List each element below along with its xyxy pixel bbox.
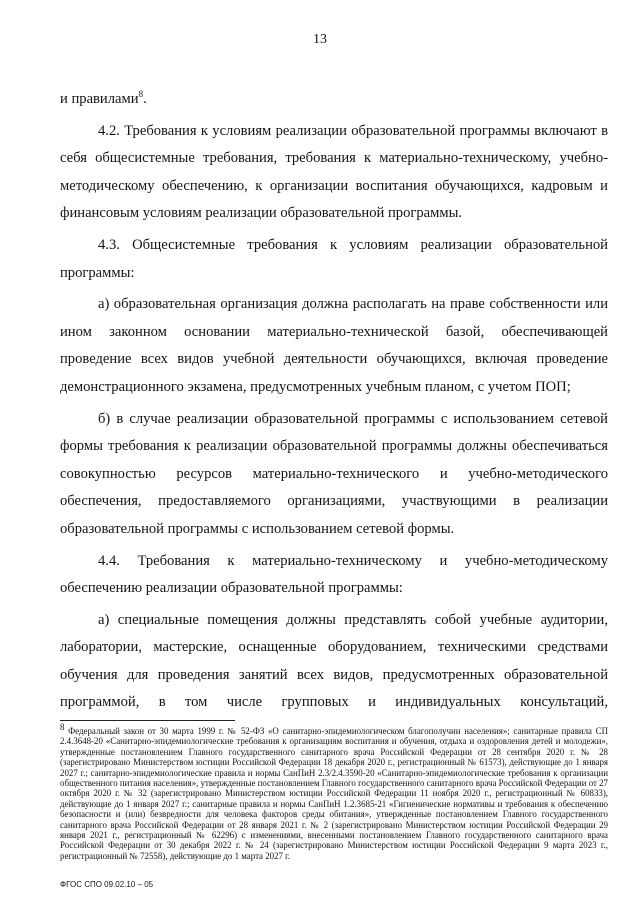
page-number: 13 — [313, 32, 327, 47]
paragraph-4-3: 4.3. Общесистемные требования к условиям реализации образовательной программы: — [60, 236, 608, 281]
page-footer: ФГОС СПО 09.02.10 – 05 — [60, 880, 154, 889]
document-body — [60, 86, 608, 717]
paragraph-4-3-a: а) образовательная организация должна располагать на праве собственности или ином законном основании материально-технической базой, обеспечивающей проведение всех видов учебной деятельности обучающихся, включая проведение демонстрационного экзамена, предусмотренных учебным планом, с учетом ПОП; — [60, 296, 608, 395]
footnote-divider — [60, 720, 235, 721]
footnote-marker: 8 — [60, 722, 65, 733]
paragraph-4-4: 4.4. Требования к материально-техническому и учебно-методическому обеспечению реализации образовательной программы: — [60, 552, 608, 597]
paragraph-4-3-b: б) в случае реализации образовательной программы с использованием сетевой формы требования к реализации образовательной программы должны обеспечиваться совокупностью ресурсов материально-технического и учебно-методического обеспечения, предоставляемого организациями, участвующими в реализации образовательной программы с использованием сетевой формы. — [60, 410, 608, 537]
paragraph-4-4-a: а) специальные помещения должны представлять собой учебные аудитории, лаборатории, мастерские, оснащенные оборудованием, техническими средствами обучения для проведения занятий всех видов, предусмотренных образовательной программой, в том числе групповых и индивидуальных консультаций, — [60, 611, 608, 711]
footnote — [60, 722, 608, 861]
paragraph-continuation: и правилами$^8$. — [60, 89, 147, 107]
paragraph-4-2: 4.2. Требования к условиям реализации образовательной программы включают в себя общесистемные требования, требования к материально-техническому, учебно-методическому обеспечению, к организации воспитания обучающихся, кадровым и финансовым условиям реализации образовательной программы. — [60, 122, 608, 222]
footnote-ref: 8 — [138, 89, 144, 100]
paragraph-text: и правилами — [60, 91, 139, 107]
footnote-text: Федеральный закон от 30 марта 1999 г. № 52-ФЗ «О санитарно-эпидемиологическом благополучии населения»; санитарные правила СП 2.4.3648-20 «Санитарно-эпидемиологические требования к организациям воспитания и обучения, отдыха и оздоровления детей и молодежи», утвержденные постановлением Главного государственного санитарного врача Российской Федерации от 28 сентября 2020 г. № 28 (зарегистрировано Министерством юстиции Российской Федерации 18 декабря 2020 г., регистрационный № 61573), действующие до 1 января 2027 г.; санитарно-эпидемиологические правила и нормы СанПиН 2.3/2.4.3590-20 «Санитарно-эпидемиологические требования к организации общественного питания населения», утвержденные постановлением Главного государственного санитарного врача Российской Федерации от 27 октября 2020 г. № 32 (зарегистрировано Министерством юстиции Российской Федерации 11 ноября 2020 г., регистрационный № 60833), действующие до 1 января 2027 г.; санитарные правила и нормы СанПиН 1.2.3685-21 «Гигиенические нормативы и требования к обеспечению безопасности и (или) безвредности для человека факторов среды обитания», утвержденные постановлением Главного государственного санитарного врача Российской Федерации от 28 января 2021 г. № 2 (зарегистрировано Министерством юстиции Российской Федерации 29 января 2021 г., регистрационный № 62296) с изменениями, внесенными постановлением Главного государственного санитарного врача Российской Федерации от 30 декабря 2022 г. № 24 (зарегистрировано Министерством юстиции Российской Федерации 9 марта 2023 г., регистрационный № 72558), действующие до 1 марта 2027 г. — [60, 726, 608, 861]
